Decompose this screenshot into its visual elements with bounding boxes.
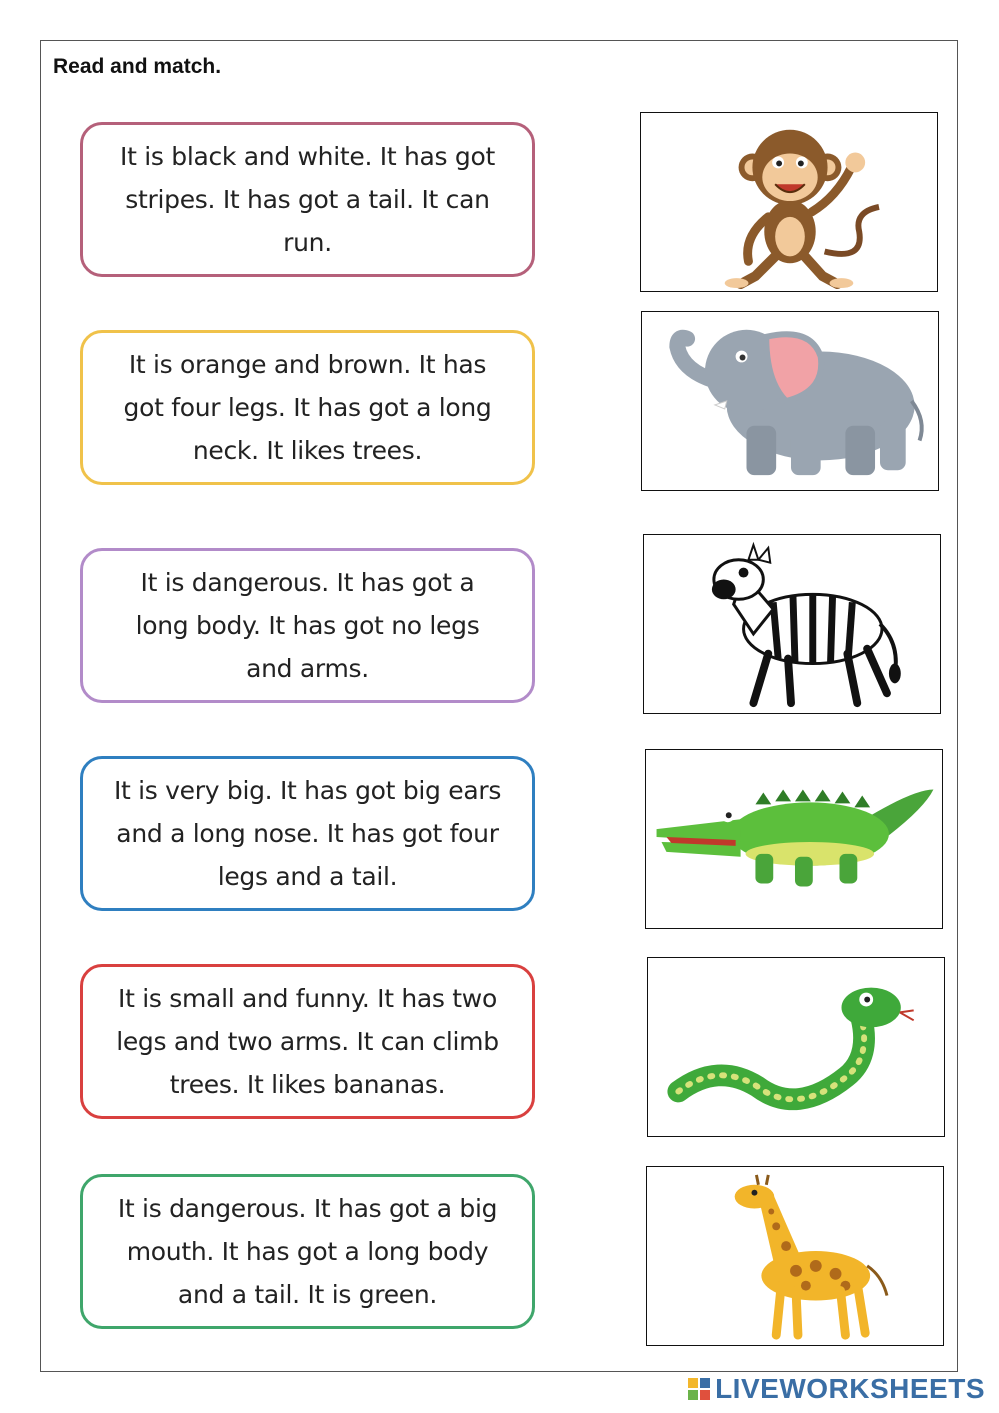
card-text: It is dangerous. It has got a big mouth. It has got a long body and a tail. It is green. xyxy=(117,1194,498,1309)
crocodile-icon xyxy=(646,750,942,928)
picture-box-crocodile[interactable] xyxy=(645,749,943,929)
card-text: It is orange and brown. It has got four legs. It has got a long neck. It likes trees. xyxy=(123,350,492,465)
description-card-1[interactable] xyxy=(80,122,535,277)
picture-box-monkey[interactable] xyxy=(640,112,938,292)
description-card-3[interactable] xyxy=(80,548,535,703)
picture-box-elephant[interactable] xyxy=(641,311,939,491)
brand-text: LIVEWORKSHEETS xyxy=(715,1373,985,1404)
description-card-5[interactable] xyxy=(80,964,535,1119)
instruction-title: Read and match. xyxy=(53,55,222,78)
giraffe-icon xyxy=(647,1167,943,1345)
card-text: It is black and white. It has got stripes. It has got a tail. It can run. xyxy=(120,142,495,257)
liveworksheets-brand xyxy=(687,1373,985,1405)
description-card-4[interactable] xyxy=(80,756,535,911)
card-text: It is dangerous. It has got a long body. It has got no legs and arms. xyxy=(135,568,480,683)
elephant-icon xyxy=(642,312,938,490)
monkey-icon xyxy=(641,113,937,291)
description-card-2[interactable] xyxy=(80,330,535,485)
picture-box-snake[interactable] xyxy=(647,957,945,1137)
card-text: It is small and funny. It has two legs and two arms. It can climb trees. It likes bananas. xyxy=(116,984,499,1099)
liveworksheets-logo-icon xyxy=(687,1377,711,1401)
zebra-icon xyxy=(644,535,940,713)
description-card-6[interactable] xyxy=(80,1174,535,1329)
picture-box-giraffe[interactable] xyxy=(646,1166,944,1346)
snake-icon xyxy=(648,958,944,1136)
picture-box-zebra[interactable] xyxy=(643,534,941,714)
card-text: It is very big. It has got big ears and a long nose. It has got four legs and a tail. xyxy=(113,776,502,891)
